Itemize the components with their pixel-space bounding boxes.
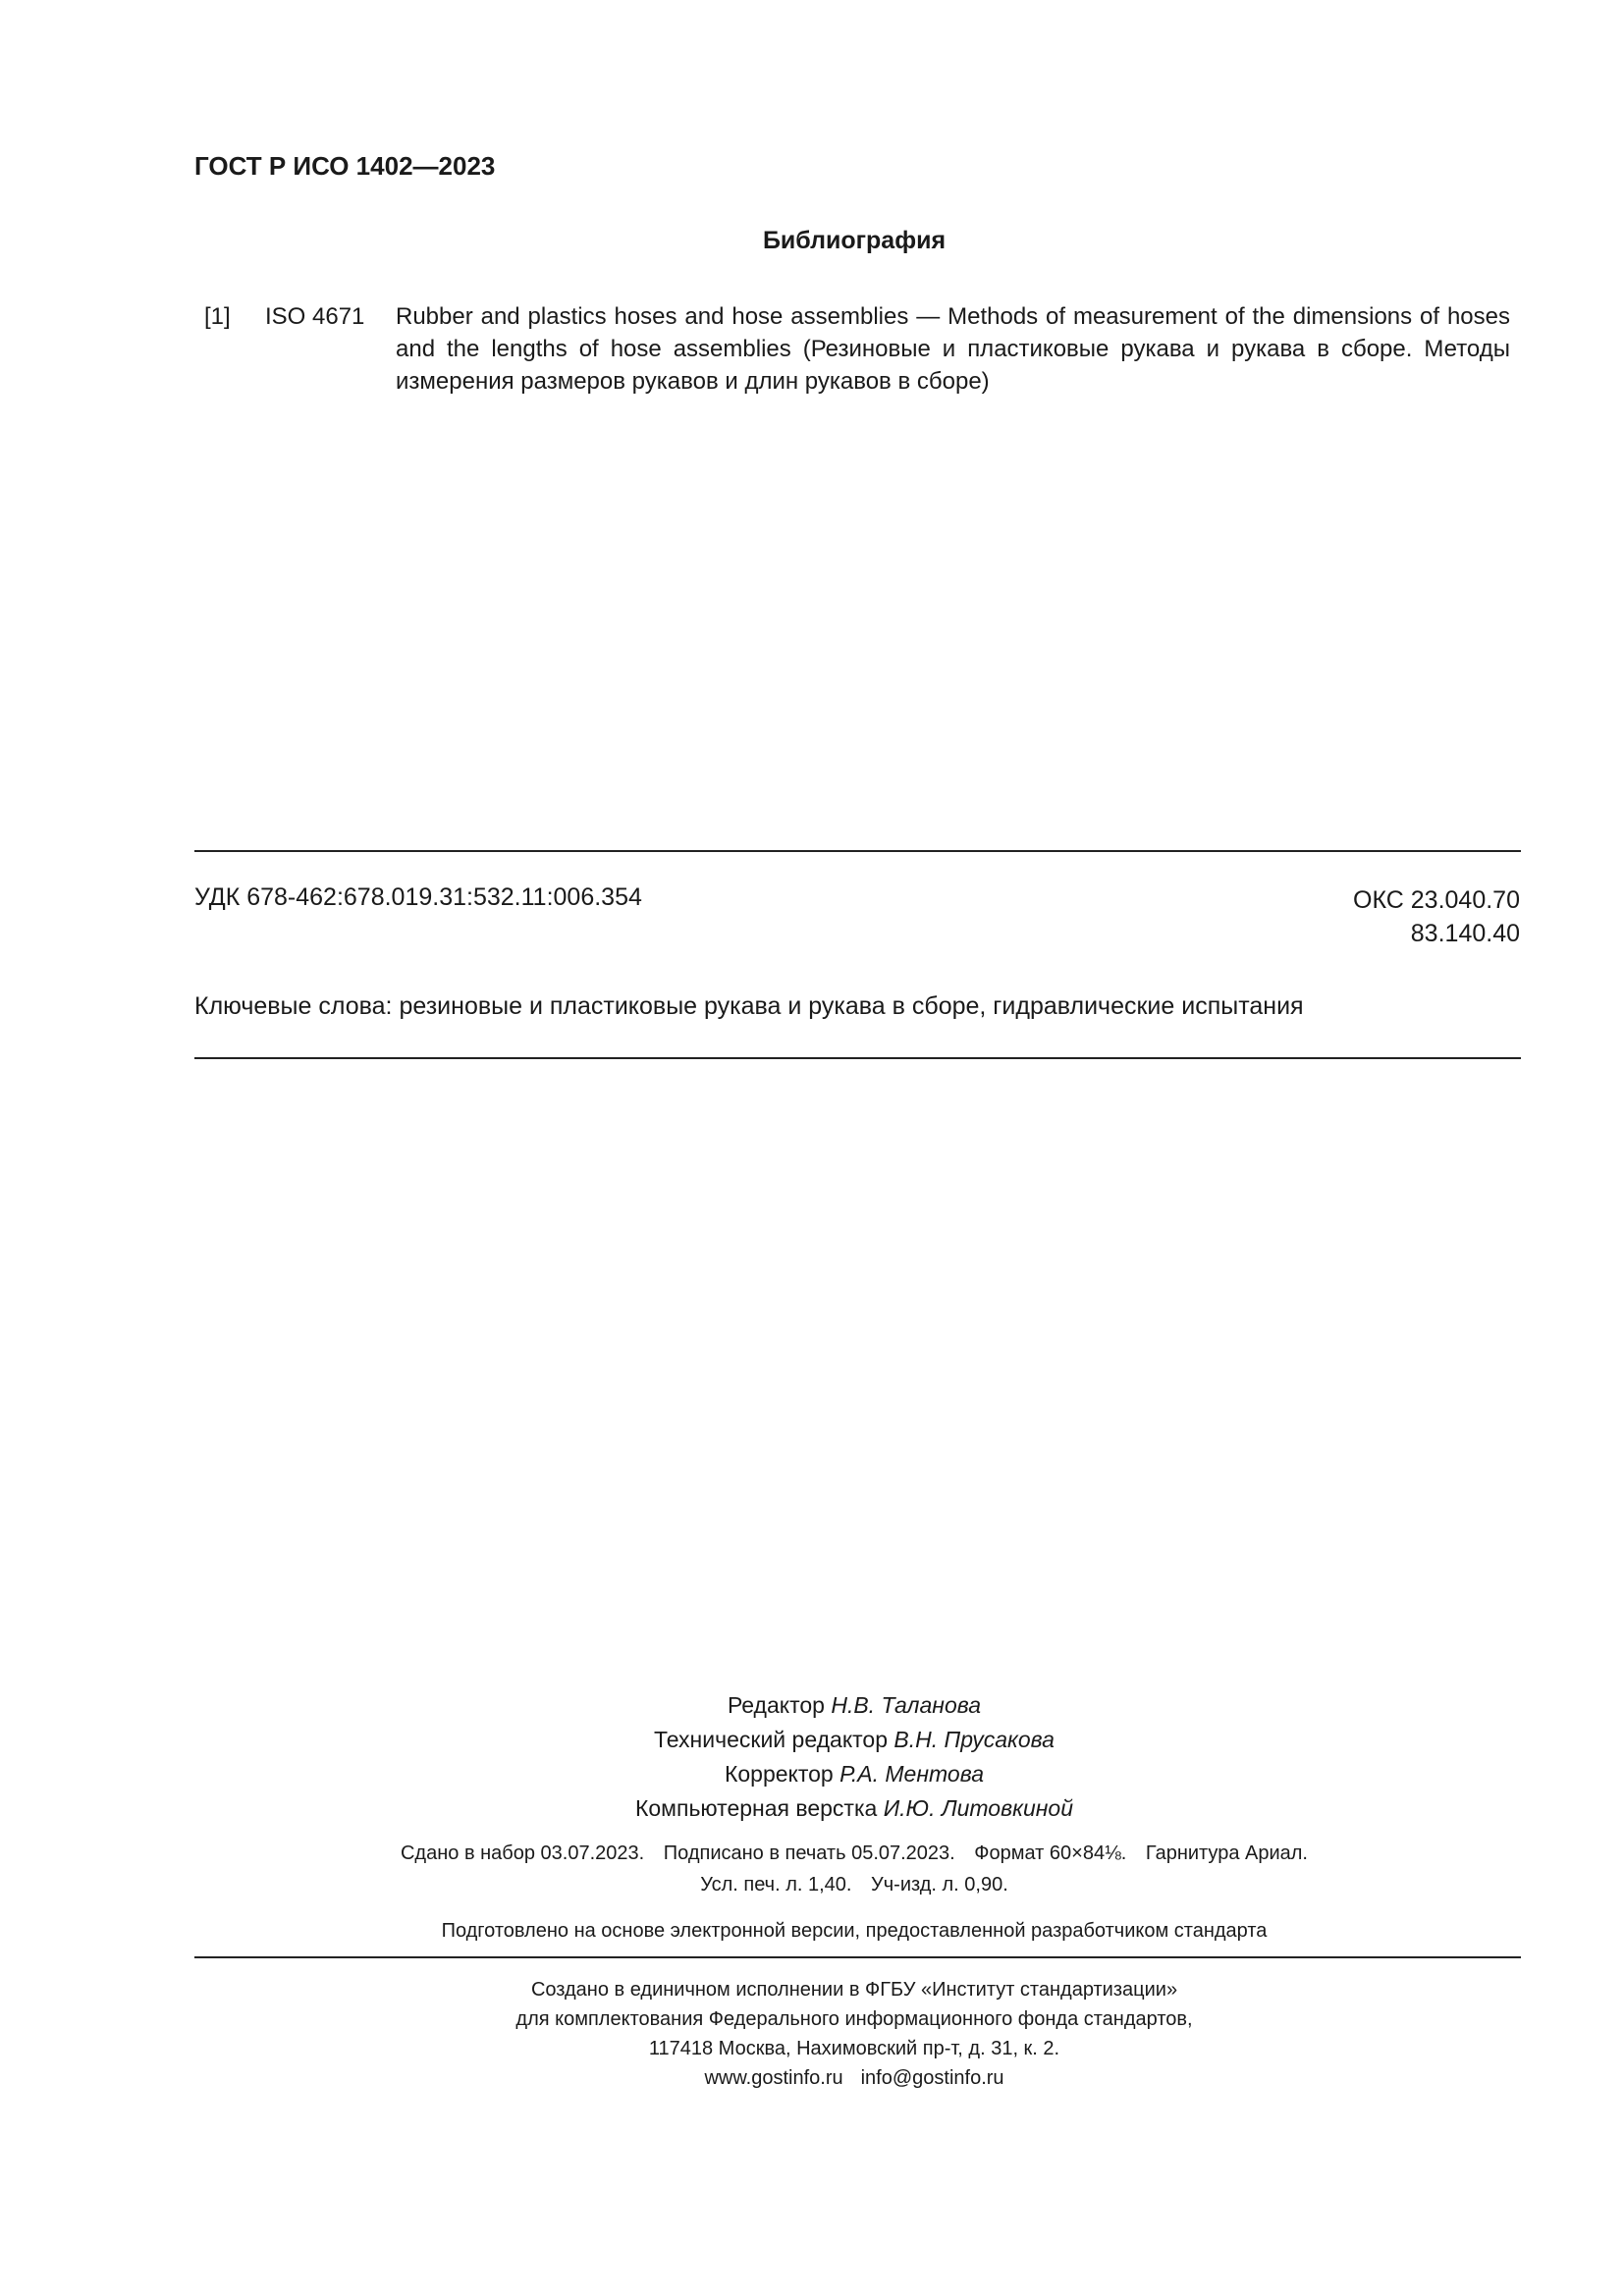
proofreader-name: Р.А. Ментова bbox=[839, 1761, 984, 1787]
tech-editor-name: В.Н. Прусакова bbox=[893, 1727, 1055, 1752]
website-link[interactable]: www.gostinfo.ru bbox=[704, 2067, 843, 2089]
proofreader-label: Корректор bbox=[724, 1761, 834, 1787]
layout-line bbox=[84, 1791, 1624, 1826]
publisher-links bbox=[84, 2063, 1624, 2093]
layout-name: И.Ю. Литовкиной bbox=[883, 1795, 1073, 1821]
typeface: Гарнитура Ариал. bbox=[1145, 1842, 1308, 1864]
publisher-divider bbox=[194, 1956, 1521, 1958]
publisher-address: 117418 Москва, Нахимовский пр-т, д. 31, к. 2. bbox=[648, 2038, 1060, 2059]
oks-code-1: ОКС 23.040.70 bbox=[1353, 886, 1520, 914]
editor-label: Редактор bbox=[727, 1692, 825, 1718]
print-sheets: Усл. печ. л. 1,40. bbox=[700, 1874, 852, 1896]
print-info bbox=[0, 1838, 1624, 1900]
tech-editor-label: Технический редактор bbox=[654, 1727, 889, 1752]
bibliography-entry-code: ISO 4671 bbox=[265, 303, 365, 330]
print-info-line-1 bbox=[84, 1838, 1624, 1869]
publisher-line-2: для комплектования Федерального информационного фонда стандартов, bbox=[515, 2008, 1193, 2030]
editor-line bbox=[84, 1688, 1624, 1723]
credits-block bbox=[0, 1688, 1624, 1826]
bibliography-entry bbox=[194, 300, 1510, 398]
bibliography-entry-text: Rubber and plastics hoses and hose assemblies — Methods of measurement of the dimensions of hoses and the lengths of hose assemblies (Резиновые и пластиковые рукава и рукава в сборе. Методы измерения размеров рукавов и длин рукавов в сборе) bbox=[396, 303, 1510, 395]
layout-label: Компьютерная верстка bbox=[634, 1795, 878, 1821]
keywords: Ключевые слова: резиновые и пластиковые рукава и рукава в сборе, гидравлические испытания bbox=[194, 992, 1304, 1020]
tech-editor-line bbox=[84, 1723, 1624, 1757]
paper-format: Формат 60×84⅛. bbox=[974, 1842, 1127, 1864]
oks-codes bbox=[1353, 883, 1520, 950]
bibliography-heading: Библиография bbox=[762, 227, 947, 254]
print-info-line-2 bbox=[84, 1869, 1624, 1900]
document-code-header: ГОСТ Р ИСО 1402—2023 bbox=[194, 151, 496, 181]
keywords-divider bbox=[194, 1057, 1521, 1059]
publisher-line-1: Создано в единичном исполнении в ФГБУ «Институт стандартизации» bbox=[530, 1979, 1178, 2001]
oks-code-2: 83.140.40 bbox=[1410, 920, 1520, 947]
submitted-date: Сдано в набор 03.07.2023. bbox=[400, 1842, 645, 1864]
udc-code: УДК 678-462:678.019.31:532.11:006.354 bbox=[194, 883, 642, 911]
publisher-block bbox=[0, 1975, 1624, 2093]
publisher-sheets: Уч-изд. л. 0,90. bbox=[871, 1874, 1008, 1896]
email-link[interactable]: info@gostinfo.ru bbox=[860, 2067, 1004, 2089]
editor-name: Н.В. Таланова bbox=[831, 1692, 982, 1718]
proofreader-line bbox=[84, 1757, 1624, 1791]
top-divider bbox=[194, 850, 1521, 852]
prepared-note: Подготовлено на основе электронной версии, предоставленной разработчиком стандарта bbox=[441, 1920, 1268, 1942]
signed-date: Подписано в печать 05.07.2023. bbox=[663, 1842, 955, 1864]
bibliography-entry-number: [1] bbox=[204, 303, 231, 330]
